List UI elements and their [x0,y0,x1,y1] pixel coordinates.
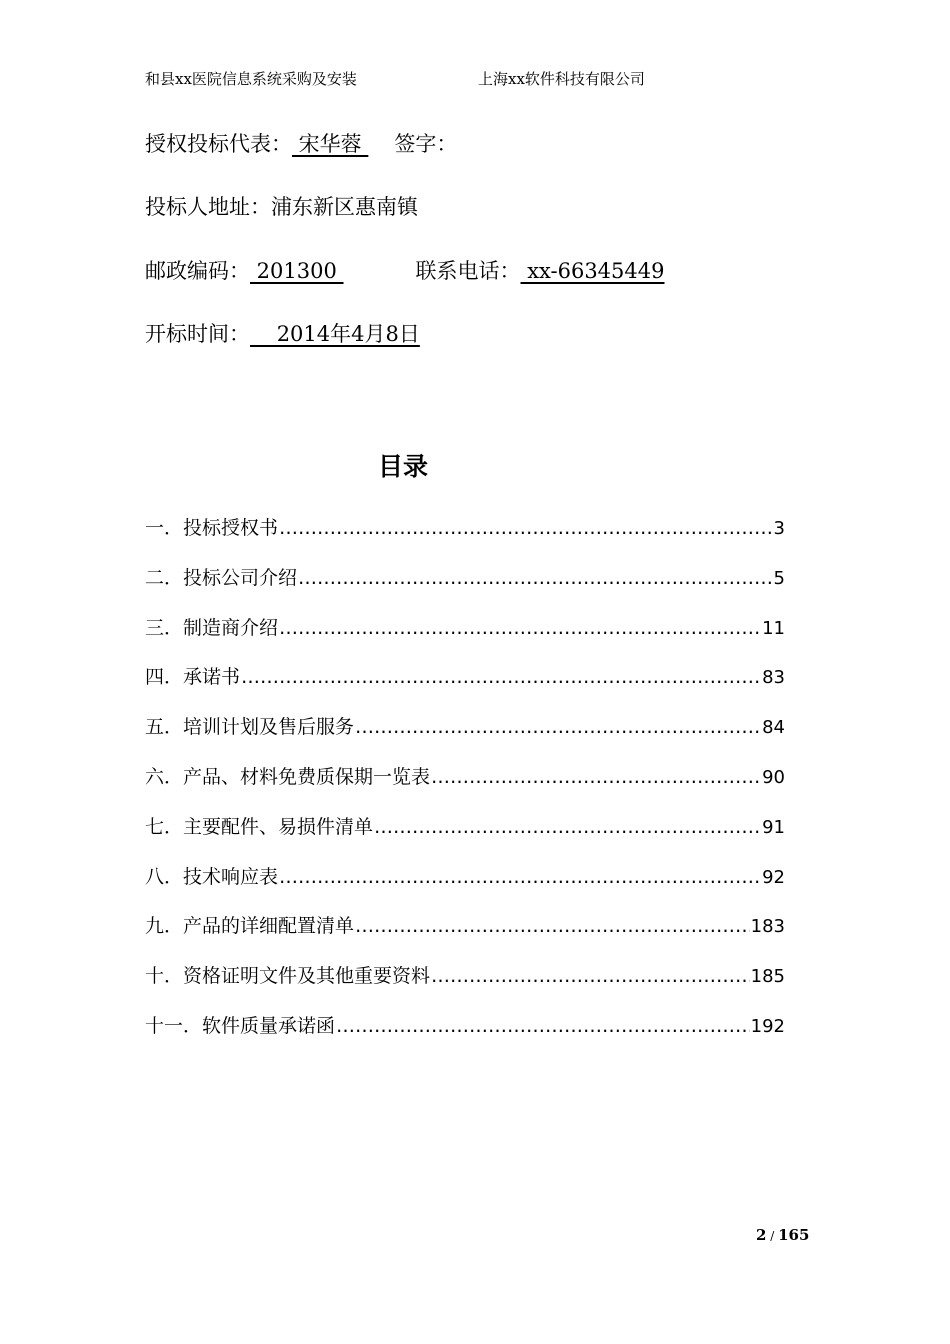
toc-dot-leader [336,1015,750,1037]
toc-entry-number: 五． [145,716,184,739]
toc-entry[interactable] [145,1011,785,1061]
toc-dot-leader [355,915,750,937]
toc-entry[interactable] [145,613,785,663]
postal-phone-line [145,255,665,285]
toc-dot-leader [431,965,750,987]
postal-value: 201300 [250,259,344,283]
toc-entry[interactable] [145,662,785,712]
toc-entry-page: 91 [762,816,785,838]
phone-label: 联系电话： [415,259,521,283]
toc-entry-label: 技术响应表 [183,865,279,888]
page-number [756,1226,809,1244]
rep-value: 宋华蓉 [292,132,369,156]
toc-entry-label: 软件质量承诺函 [202,1014,336,1037]
address-line [145,191,418,221]
toc-dot-leader [241,666,761,688]
rep-label: 授权投标代表： [145,132,292,156]
toc-entry-label: 资格证明文件及其他重要资料 [183,965,431,988]
toc-entry[interactable] [145,862,785,912]
toc-entry-number: 九． [145,915,184,938]
table-of-contents [145,513,785,1061]
toc-entry-number: 一． [145,517,184,539]
toc-entry-page: 83 [762,667,785,689]
toc-entry[interactable] [145,712,785,762]
toc-entry[interactable] [145,762,785,812]
toc-entry-page: 185 [750,966,785,988]
page-separator: / [766,1229,779,1243]
opening-label: 开标时间： [145,322,250,346]
toc-entry-label: 产品的详细配置清单 [183,915,355,938]
toc-entry[interactable] [145,911,785,961]
toc-dot-leader [355,716,761,738]
toc-entry-number: 四． [145,666,184,689]
toc-entry-label: 主要配件、易损件清单 [183,815,374,838]
toc-entry-page: 5 [773,567,785,589]
toc-entry-number: 十． [145,965,184,988]
postal-label: 邮政编码： [145,259,250,283]
toc-entry-number: 八． [145,865,184,888]
phone-value: xx-66345449 [520,259,665,283]
toc-title: 目录 [377,452,428,481]
toc-entry-page: 92 [762,866,785,888]
toc-entry-label: 制造商介绍 [183,616,279,639]
toc-entry-label: 投标授权书 [183,517,279,539]
toc-entry-number: 十一． [145,1014,203,1037]
toc-entry-label: 投标公司介绍 [183,566,298,589]
toc-dot-leader [279,517,773,539]
toc-entry[interactable] [145,812,785,862]
header-project-title: 和县xx医院信息系统采购及安装 [145,70,357,88]
toc-entry-label: 产品、材料免费质保期一览表 [183,765,431,788]
toc-entry-number: 二． [145,566,184,589]
toc-entry-label: 承诺书 [183,666,241,689]
opening-time-line [145,318,420,348]
toc-entry-page: 183 [750,916,785,938]
toc-entry-page: 11 [762,617,785,639]
page-total: 165 [778,1226,810,1244]
toc-entry-number: 三． [145,616,184,639]
toc-entry-label: 培训计划及售后服务 [183,716,355,739]
page-current: 2 [756,1226,767,1244]
toc-dot-leader [279,866,761,888]
toc-entry[interactable] [145,513,785,563]
toc-entry-page: 3 [773,518,785,539]
toc-entry-page: 192 [750,1015,785,1037]
address-value: 浦东新区惠南镇 [271,195,418,219]
opening-value: 2014年4月8日 [250,322,420,346]
toc-entry-number: 六． [145,765,184,788]
toc-dot-leader [298,567,773,589]
toc-dot-leader [374,816,761,838]
toc-entry[interactable] [145,961,785,1011]
address-label: 投标人地址： [145,195,271,219]
toc-dot-leader [431,766,761,788]
toc-entry-number: 七． [145,815,184,838]
header-company-name: 上海xx软件科技有限公司 [478,70,645,88]
sign-label: 签字： [394,132,458,156]
rep-line [145,128,457,158]
toc-entry-page: 84 [762,717,785,739]
toc-entry[interactable] [145,563,785,613]
toc-entry-page: 90 [762,766,785,788]
toc-dot-leader [279,617,761,639]
